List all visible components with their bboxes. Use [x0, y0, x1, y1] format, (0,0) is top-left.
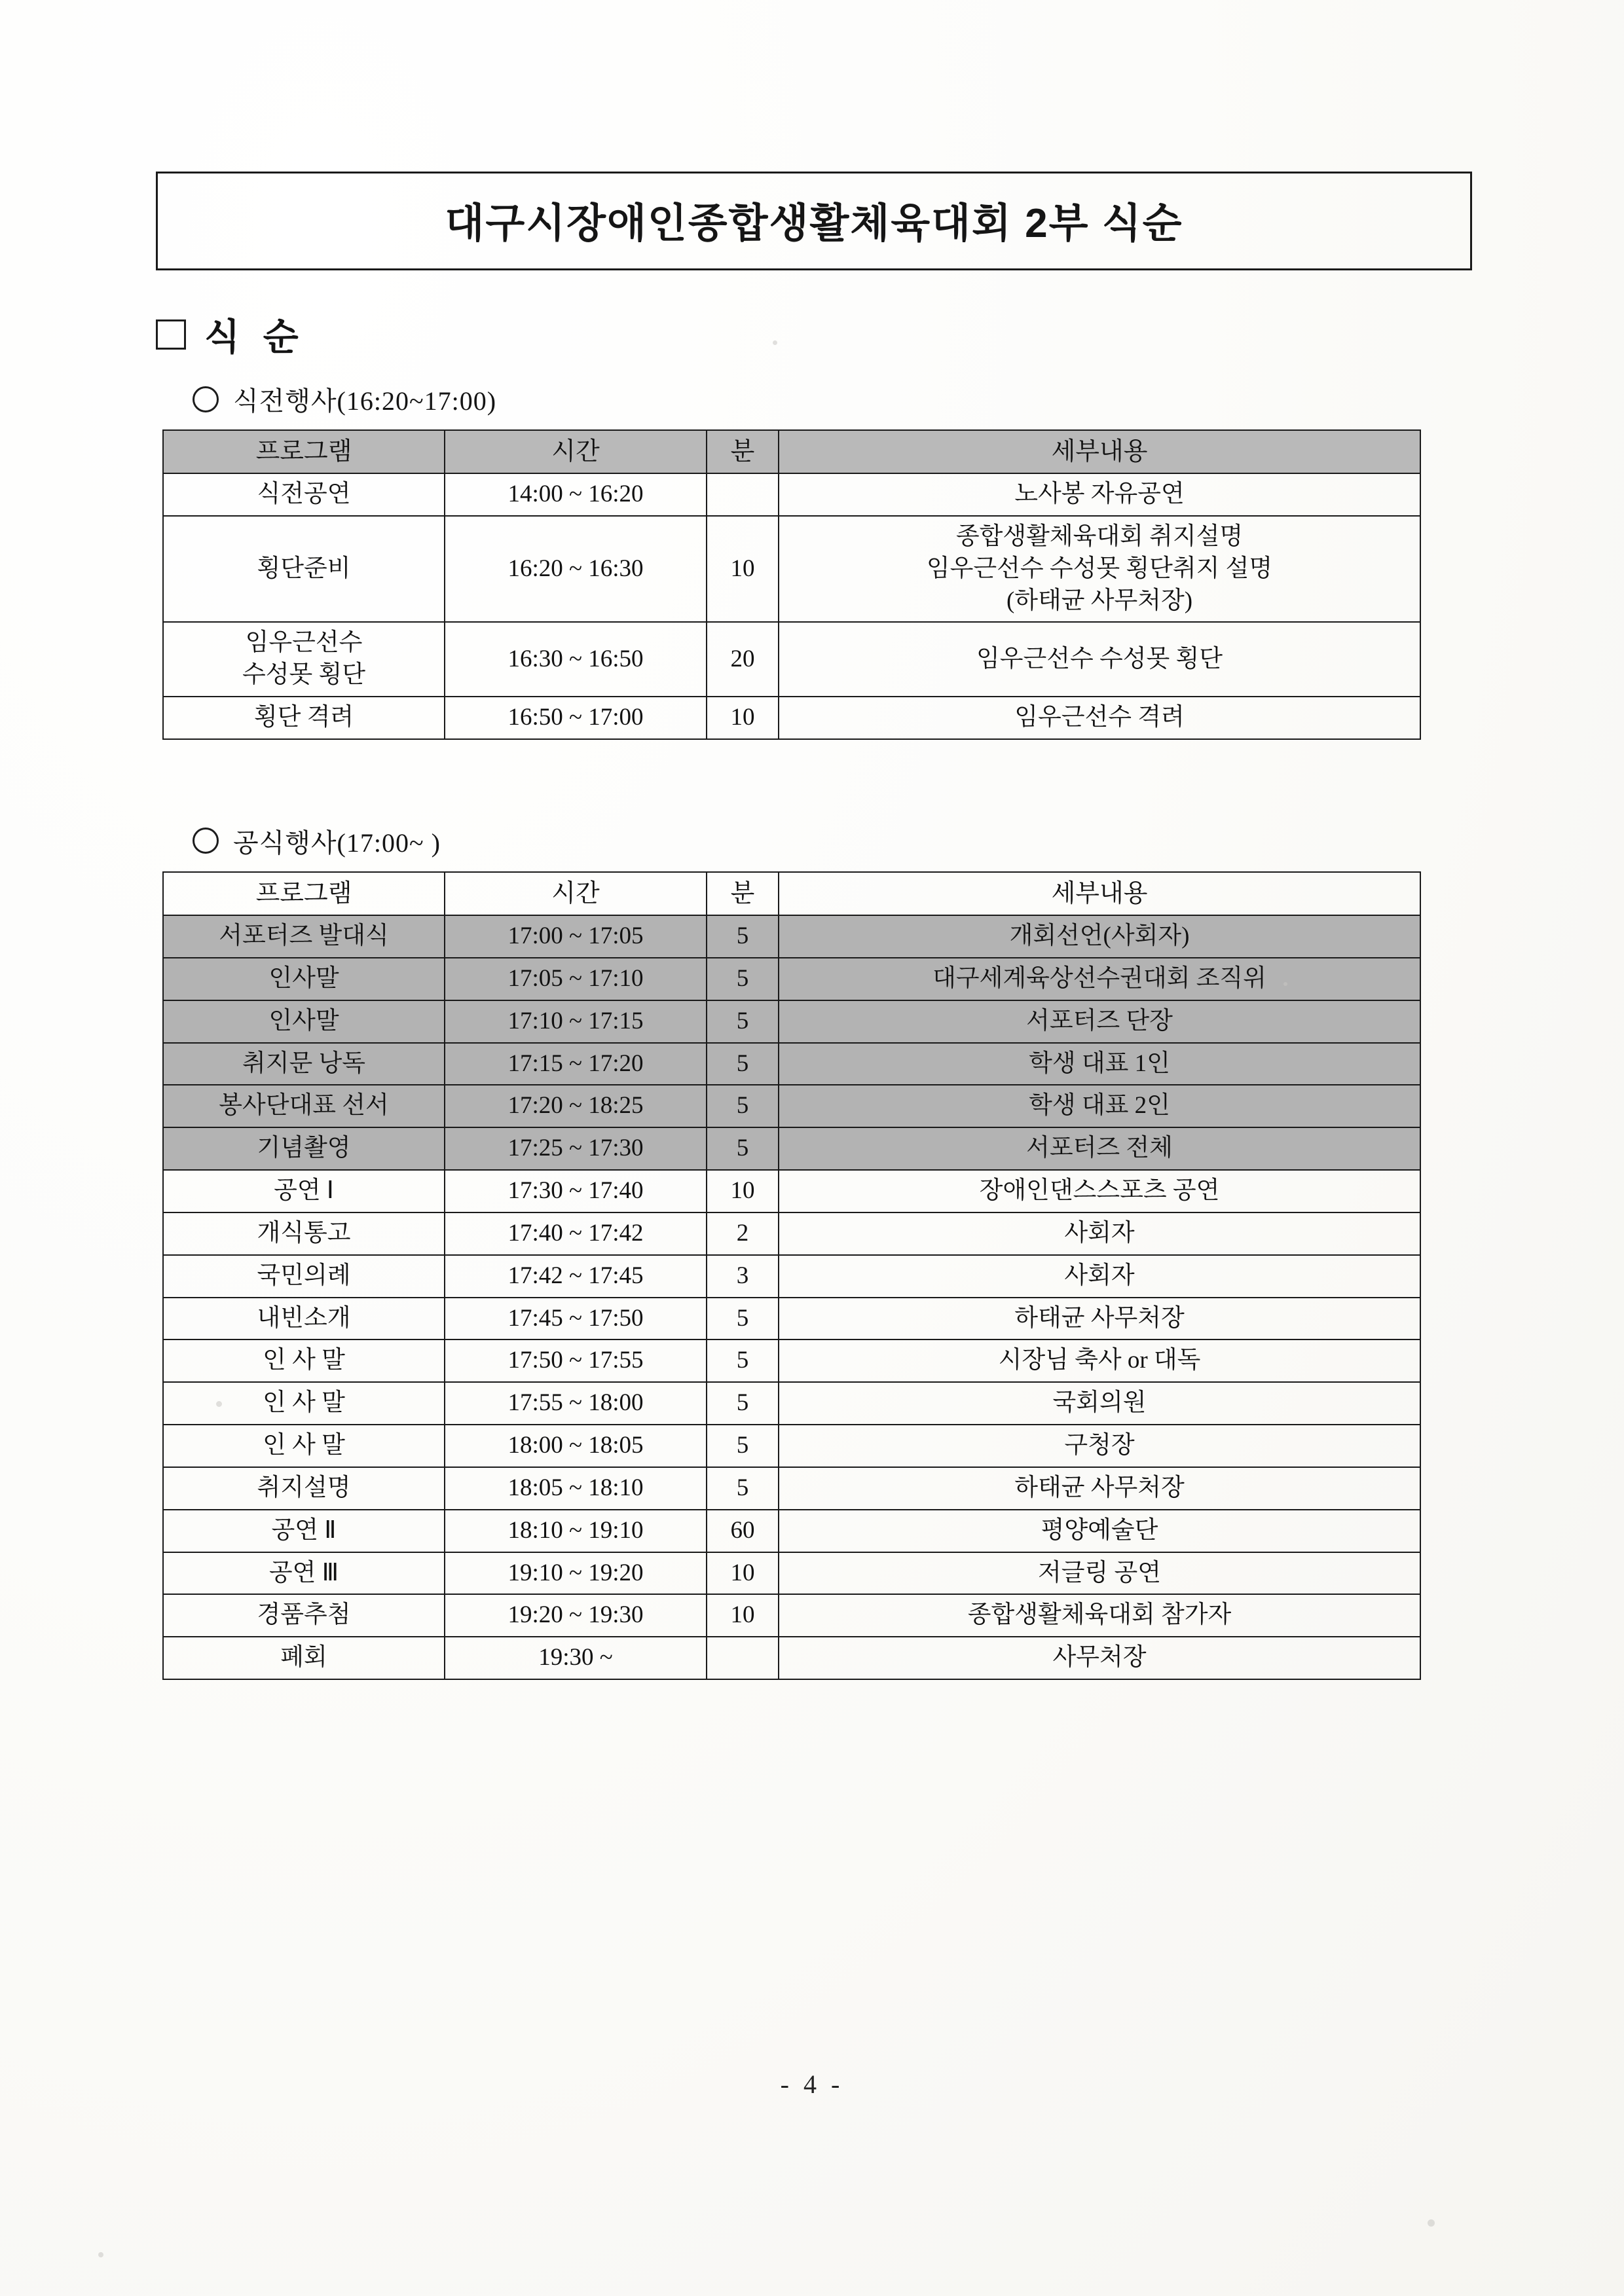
- table-row: [163, 1298, 1420, 1340]
- cell-detail: 종합생활체육대회 취지설명 임우근선수 수성못 횡단취지 설명 (하태균 사무처장): [779, 516, 1420, 622]
- cell-time: 18:05 ~ 18:10: [445, 1467, 707, 1510]
- cell-time: 16:50 ~ 17:00: [445, 697, 707, 739]
- cell-detail: 사무처장: [779, 1637, 1420, 1679]
- cell-minutes: 10: [707, 1170, 779, 1212]
- cell-program: 서포터즈 발대식: [163, 915, 445, 958]
- cell-program: 국민의례: [163, 1255, 445, 1298]
- table-row: [163, 1255, 1420, 1298]
- table-header-row: [163, 872, 1420, 915]
- cell-time: 17:20 ~ 18:25: [445, 1085, 707, 1127]
- cell-program: 인 사 말: [163, 1382, 445, 1425]
- cell-time: 19:10 ~ 19:20: [445, 1552, 707, 1595]
- table-row: [163, 1510, 1420, 1552]
- cell-detail: 임우근선수 수성못 횡단: [779, 622, 1420, 697]
- column-header-program: 프로그램: [163, 430, 445, 473]
- table-row: [163, 1000, 1420, 1043]
- table-row: [163, 622, 1420, 697]
- cell-detail: 저글링 공연: [779, 1552, 1420, 1595]
- cell-detail: 사회자: [779, 1212, 1420, 1255]
- column-header-detail: 세부내용: [779, 430, 1420, 473]
- subsection-heading-official-event: [193, 822, 1472, 860]
- cell-program: 봉사단대표 선서: [163, 1085, 445, 1127]
- table-row: [163, 697, 1420, 739]
- cell-program: 공연 Ⅱ: [163, 1510, 445, 1552]
- cell-program: 공연 Ⅲ: [163, 1552, 445, 1595]
- cell-detail: 사회자: [779, 1255, 1420, 1298]
- cell-minutes: 5: [707, 1127, 779, 1170]
- cell-program: 폐회: [163, 1637, 445, 1679]
- page-number: - 4 -: [780, 2069, 844, 2099]
- cell-program: 내빈소개: [163, 1298, 445, 1340]
- cell-program: 횡단준비: [163, 516, 445, 622]
- cell-minutes: 5: [707, 958, 779, 1000]
- document-title-box: [156, 172, 1472, 270]
- cell-program: 경품추첨: [163, 1594, 445, 1637]
- cell-minutes: 5: [707, 1382, 779, 1425]
- cell-program: 인 사 말: [163, 1339, 445, 1382]
- cell-minutes: 2: [707, 1212, 779, 1255]
- cell-detail: 평양예술단: [779, 1510, 1420, 1552]
- table-row: [163, 1212, 1420, 1255]
- circle-bullet-icon: [193, 828, 219, 854]
- cell-time: 19:20 ~ 19:30: [445, 1594, 707, 1637]
- cell-minutes: 10: [707, 1552, 779, 1595]
- table-row: [163, 1339, 1420, 1382]
- cell-time: 17:45 ~ 17:50: [445, 1298, 707, 1340]
- cell-detail: 노사봉 자유공연: [779, 473, 1420, 516]
- circle-bullet-icon: [193, 386, 219, 412]
- cell-detail: 서포터즈 전체: [779, 1127, 1420, 1170]
- cell-detail: 국회의원: [779, 1382, 1420, 1425]
- cell-program: 인사말: [163, 1000, 445, 1043]
- cell-program: 식전공연: [163, 473, 445, 516]
- cell-time: 14:00 ~ 16:20: [445, 473, 707, 516]
- column-header-time: 시간: [445, 872, 707, 915]
- cell-minutes: 10: [707, 697, 779, 739]
- column-header-detail: 세부내용: [779, 872, 1420, 915]
- cell-time: 17:50 ~ 17:55: [445, 1339, 707, 1382]
- cell-program: 개식통고: [163, 1212, 445, 1255]
- cell-program: 인 사 말: [163, 1425, 445, 1467]
- cell-detail: 구청장: [779, 1425, 1420, 1467]
- official-event-table: [162, 871, 1421, 1680]
- official-event-label: 공식행사(17:00~ ): [233, 828, 441, 858]
- cell-detail: 하태균 사무처장: [779, 1467, 1420, 1510]
- cell-time: 18:00 ~ 18:05: [445, 1425, 707, 1467]
- cell-detail: 서포터즈 단장: [779, 1000, 1420, 1043]
- cell-minutes: [707, 1637, 779, 1679]
- table-row: [163, 1425, 1420, 1467]
- cell-time: 17:10 ~ 17:15: [445, 1000, 707, 1043]
- cell-program: 취지문 낭독: [163, 1043, 445, 1085]
- document-body: [156, 172, 1472, 1680]
- pre-event-table: [162, 429, 1421, 740]
- cell-program: 임우근선수 수성못 횡단: [163, 622, 445, 697]
- cell-program: 횡단 격려: [163, 697, 445, 739]
- cell-detail: 학생 대표 2인: [779, 1085, 1420, 1127]
- cell-minutes: 5: [707, 1298, 779, 1340]
- cell-time: 17:15 ~ 17:20: [445, 1043, 707, 1085]
- cell-program: 기념촬영: [163, 1127, 445, 1170]
- column-header-program: 프로그램: [163, 872, 445, 915]
- table-row: [163, 1043, 1420, 1085]
- cell-minutes: 5: [707, 1043, 779, 1085]
- cell-minutes: 10: [707, 516, 779, 622]
- table-row: [163, 473, 1420, 516]
- section-heading: [156, 308, 1472, 361]
- cell-detail: 대구세계육상선수권대회 조직위: [779, 958, 1420, 1000]
- cell-program: 인사말: [163, 958, 445, 1000]
- cell-detail: 시장님 축사 or 대독: [779, 1339, 1420, 1382]
- cell-minutes: [707, 473, 779, 516]
- cell-time: 17:40 ~ 17:42: [445, 1212, 707, 1255]
- table-row: [163, 516, 1420, 622]
- cell-time: 17:00 ~ 17:05: [445, 915, 707, 958]
- table-row: [163, 1552, 1420, 1595]
- cell-time: 16:20 ~ 16:30: [445, 516, 707, 622]
- cell-detail: 학생 대표 1인: [779, 1043, 1420, 1085]
- table-row: [163, 958, 1420, 1000]
- table-row: [163, 1467, 1420, 1510]
- table-header-row: [163, 430, 1420, 473]
- table-row: [163, 1170, 1420, 1212]
- cell-detail: 장애인댄스스포츠 공연: [779, 1170, 1420, 1212]
- cell-minutes: 60: [707, 1510, 779, 1552]
- cell-time: 17:42 ~ 17:45: [445, 1255, 707, 1298]
- cell-detail: 하태균 사무처장: [779, 1298, 1420, 1340]
- cell-minutes: 10: [707, 1594, 779, 1637]
- cell-time: 18:10 ~ 19:10: [445, 1510, 707, 1552]
- table-row: [163, 1382, 1420, 1425]
- column-header-minutes: 분: [707, 430, 779, 473]
- cell-time: 19:30 ~: [445, 1637, 707, 1679]
- cell-detail: 임우근선수 격려: [779, 697, 1420, 739]
- table-row: [163, 915, 1420, 958]
- square-bullet-icon: [156, 319, 186, 350]
- cell-minutes: 5: [707, 1467, 779, 1510]
- cell-time: 17:30 ~ 17:40: [445, 1170, 707, 1212]
- cell-time: 16:30 ~ 16:50: [445, 622, 707, 697]
- cell-minutes: 20: [707, 622, 779, 697]
- column-header-minutes: 분: [707, 872, 779, 915]
- page-title: 대구시장애인종합생활체육대회 2부 식순: [445, 201, 1183, 246]
- section-heading-label: 식 순: [204, 316, 305, 357]
- cell-program: 취지설명: [163, 1467, 445, 1510]
- cell-minutes: 5: [707, 1085, 779, 1127]
- table-row: [163, 1085, 1420, 1127]
- cell-detail: 개회선언(사회자): [779, 915, 1420, 958]
- cell-time: 17:25 ~ 17:30: [445, 1127, 707, 1170]
- pre-event-label: 식전행사(16:20~17:00): [233, 386, 497, 416]
- column-header-time: 시간: [445, 430, 707, 473]
- cell-minutes: 5: [707, 1425, 779, 1467]
- cell-program: 공연 Ⅰ: [163, 1170, 445, 1212]
- cell-minutes: 5: [707, 1339, 779, 1382]
- cell-minutes: 5: [707, 1000, 779, 1043]
- cell-detail: 종합생활체육대회 참가자: [779, 1594, 1420, 1637]
- cell-minutes: 5: [707, 915, 779, 958]
- table-row: [163, 1637, 1420, 1679]
- cell-minutes: 3: [707, 1255, 779, 1298]
- cell-time: 17:05 ~ 17:10: [445, 958, 707, 1000]
- table-row: [163, 1127, 1420, 1170]
- cell-time: 17:55 ~ 18:00: [445, 1382, 707, 1425]
- table-row: [163, 1594, 1420, 1637]
- subsection-heading-pre-event: [193, 380, 1472, 418]
